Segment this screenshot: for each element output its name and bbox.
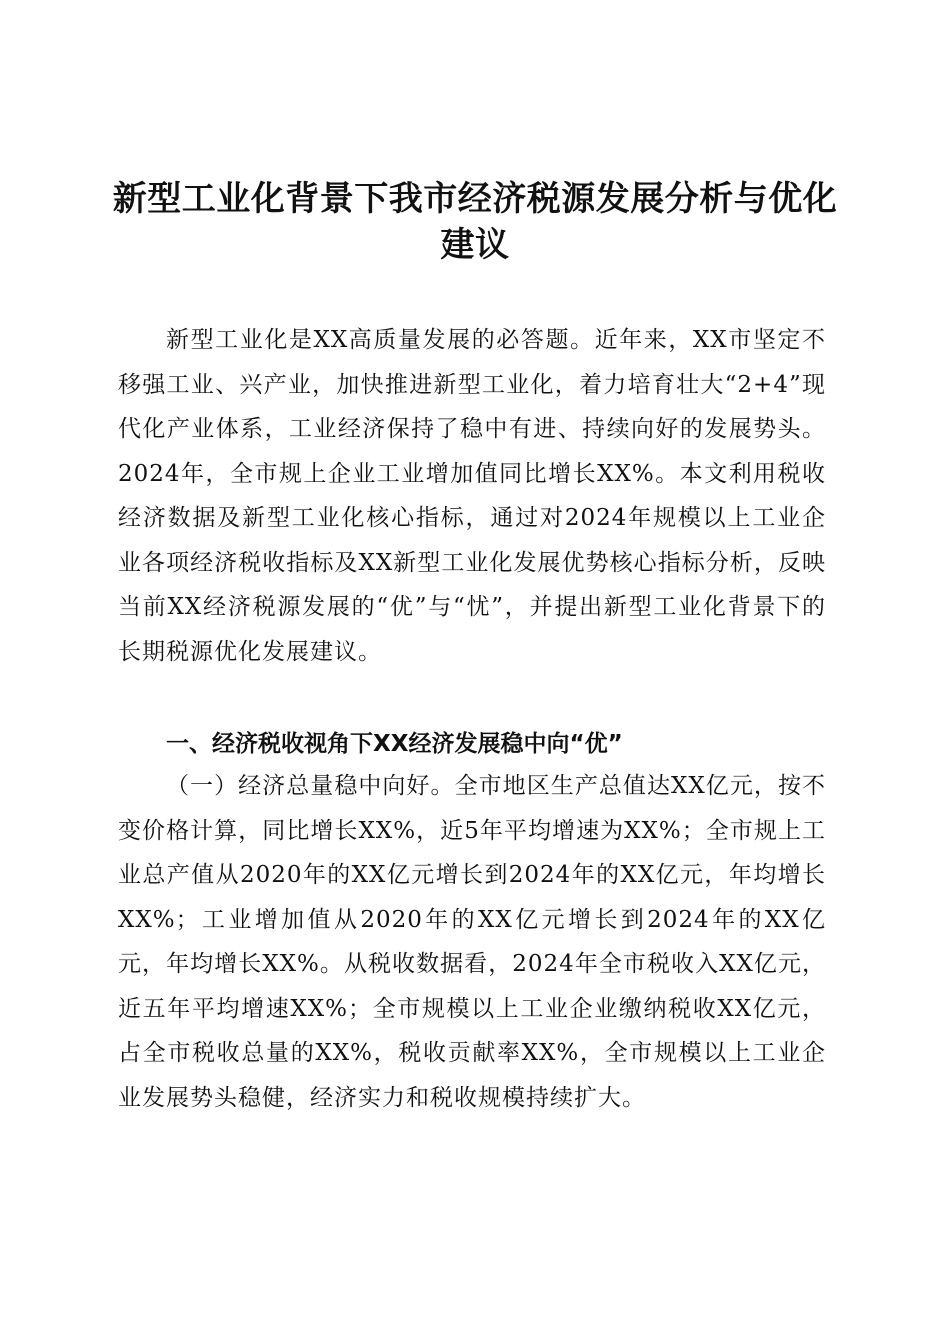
section-paragraph: （一）经济总量稳中向好。全市地区生产总值达XX亿元，按不变价格计算，同比增长XX%，近5年平均增速为XX%；全市规上工业总产值从2020年的XX亿元增长到2024年的XX亿元，年均增长XX%；工业增加值从2020年的XX亿元增长到2024年的XX亿元，年均增长XX%。从税收数据看，2024年全市税收入XX亿元，近五年平均增速XX%；全市规模以上工业企业缴纳税收XX亿元，占全市税收总量的XX%，税收贡献率XX%，全市规模以上工业企业发展势头稳健，经济实力和税收规模持续扩大。 [118, 773, 826, 1111]
intro-paragraph: 新型工业化是XX高质量发展的必答题。近年来，XX市坚定不移强工业、兴产业，加快推进新型工业化，着力培育壮大“2+4”现代化产业体系，工业经济保持了稳中有进、持续向好的发展势头。2024年，全市规上企业工业增加值同比增长XX%。本文利用税收经济数据及新型工业化核心指标，通过对2024年规模以上工业企业各项经济税收指标及XX新型工业化发展优势核心指标分析，反映当前XX经济税源发展的“优”与“忧”，并提出新型工业化背景下的长期税源优化发展建议。 [118, 327, 826, 665]
document-title: 新型工业化背景下我市经济税源发展分析与优化建议 [112, 179, 838, 265]
section-heading: 一、经济税收视角下XX经济发展稳中向“优” [166, 731, 623, 757]
